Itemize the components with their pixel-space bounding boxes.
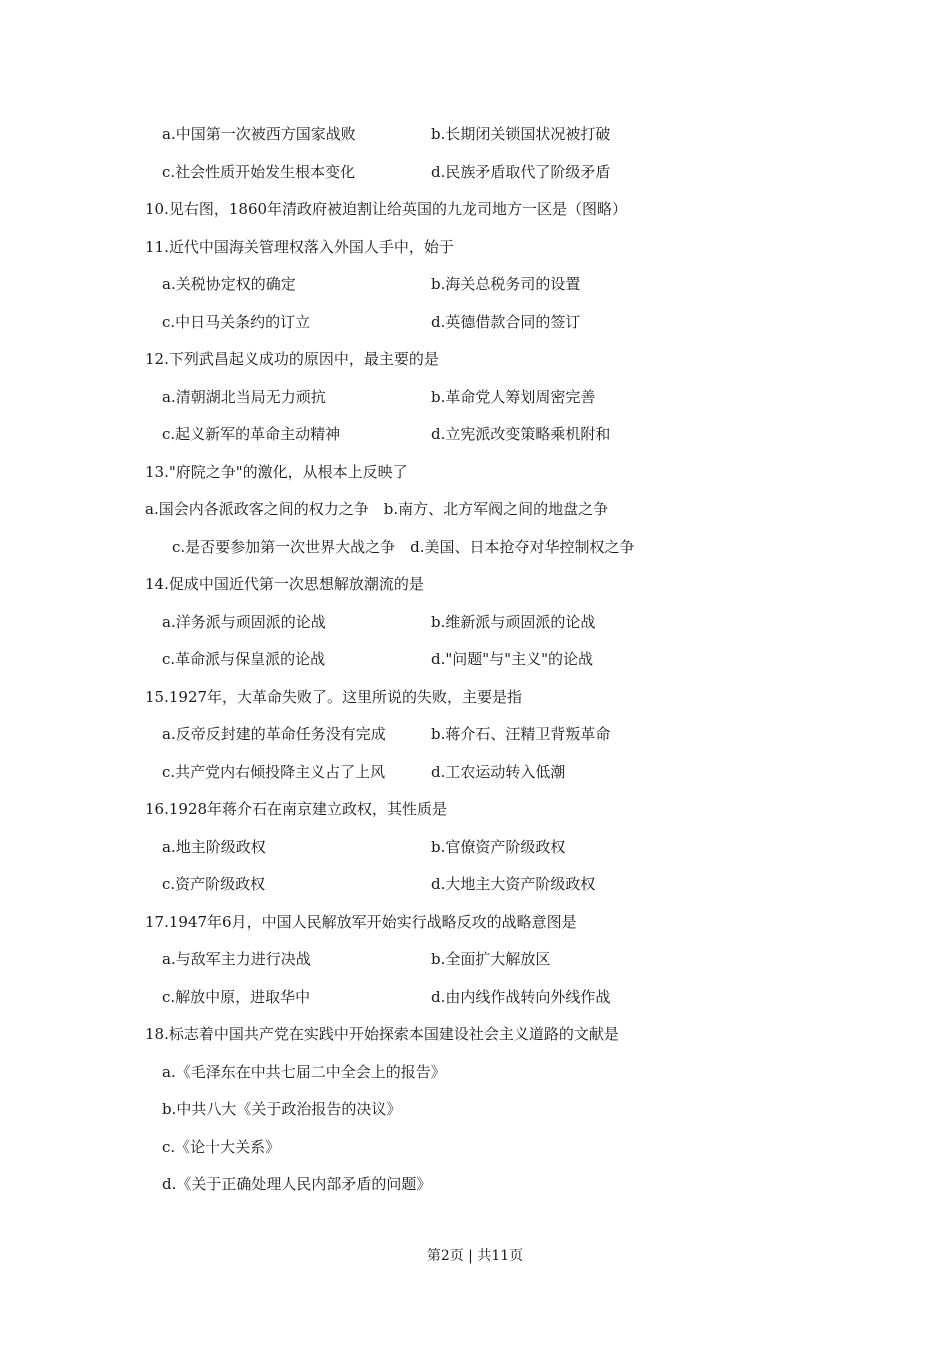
option-text: a.洋务派与顽固派的论战 xyxy=(162,613,326,631)
option-text: b.蒋介石、汪精卫背叛革命 xyxy=(431,725,611,743)
option-text: c.《论十大关系》 xyxy=(162,1138,281,1156)
option-text: b.官僚资产阶级政权 xyxy=(431,838,566,856)
option-text: b.长期闭关锁国状况被打破 xyxy=(431,125,611,143)
option-text: d.工农运动转入低潮 xyxy=(431,763,566,781)
question-text: 15.1927年，大革命失败了。这里所说的失败，主要是指 xyxy=(145,688,523,706)
option-text: d.立宪派改变策略乘机附和 xyxy=(431,425,611,443)
option-text: d.民族矛盾取代了阶级矛盾 xyxy=(431,163,611,181)
option-text: a.地主阶级政权 xyxy=(162,838,266,856)
option-text: a.反帝反封建的革命任务没有完成 xyxy=(162,725,386,743)
question-text: 18.标志着中国共产党在实践中开始探索本国建设社会主义道路的文献是 xyxy=(145,1025,619,1043)
option-text: b.海关总税务司的设置 xyxy=(431,275,581,293)
option-text: a.与敌军主力进行决战 xyxy=(162,950,311,968)
question-text: 16.1928年蒋介石在南京建立政权，其性质是 xyxy=(145,800,448,818)
option-text: b.全面扩大解放区 xyxy=(431,950,551,968)
page-footer: 第2页 | 共11页 xyxy=(426,1248,524,1264)
option-text: a.中国第一次被西方国家战败 xyxy=(162,125,356,143)
question-text: 11.近代中国海关管理权落入外国人手中，始于 xyxy=(145,238,454,256)
option-text: c.社会性质开始发生根本变化 xyxy=(162,163,356,181)
question-text: 10.见右图，1860年清政府被迫割让给英国的九龙司地方一区是（图略） xyxy=(145,200,628,218)
option-text: a.《毛泽东在中共七届二中全会上的报告》 xyxy=(162,1063,446,1081)
option-text: a.关税协定权的确定 xyxy=(162,275,296,293)
option-text: d.《关于正确处理人民内部矛盾的问题》 xyxy=(162,1175,432,1193)
option-text: c.资产阶级政权 xyxy=(162,875,266,893)
question-text: 13."府院之争"的激化，从根本上反映了 xyxy=(145,463,408,481)
option-line: a.国会内各派政客之间的权力之争 b.南方、北方军阀之间的地盘之争 xyxy=(145,500,609,518)
option-text: a.清朝湖北当局无力顽抗 xyxy=(162,388,326,406)
option-text: c.革命派与保皇派的论战 xyxy=(162,650,326,668)
question-text: 12.下列武昌起义成功的原因中，最主要的是 xyxy=(145,350,439,368)
option-text: d.大地主大资产阶级政权 xyxy=(431,875,596,893)
question-text: 17.1947年6月，中国人民解放军开始实行战略反攻的战略意图是 xyxy=(145,913,577,931)
option-text: c.起义新军的革命主动精神 xyxy=(162,425,341,443)
option-text: d."问题"与"主义"的论战 xyxy=(431,650,593,668)
option-text: d.由内线作战转向外线作战 xyxy=(431,988,611,1006)
option-text: d.英德借款合同的签订 xyxy=(431,313,581,331)
option-line: c.是否要参加第一次世界大战之争 d.美国、日本抢夺对华控制权之争 xyxy=(172,538,635,556)
option-text: b.维新派与顽固派的论战 xyxy=(431,613,596,631)
option-text: c.共产党内右倾投降主义占了上风 xyxy=(162,763,386,781)
option-text: c.解放中原，进取华中 xyxy=(162,988,311,1006)
option-text: c.中日马关条约的订立 xyxy=(162,313,311,331)
question-text: 14.促成中国近代第一次思想解放潮流的是 xyxy=(145,575,424,593)
option-text: b.中共八大《关于政治报告的决议》 xyxy=(162,1100,402,1118)
option-text: b.革命党人筹划周密完善 xyxy=(431,388,596,406)
